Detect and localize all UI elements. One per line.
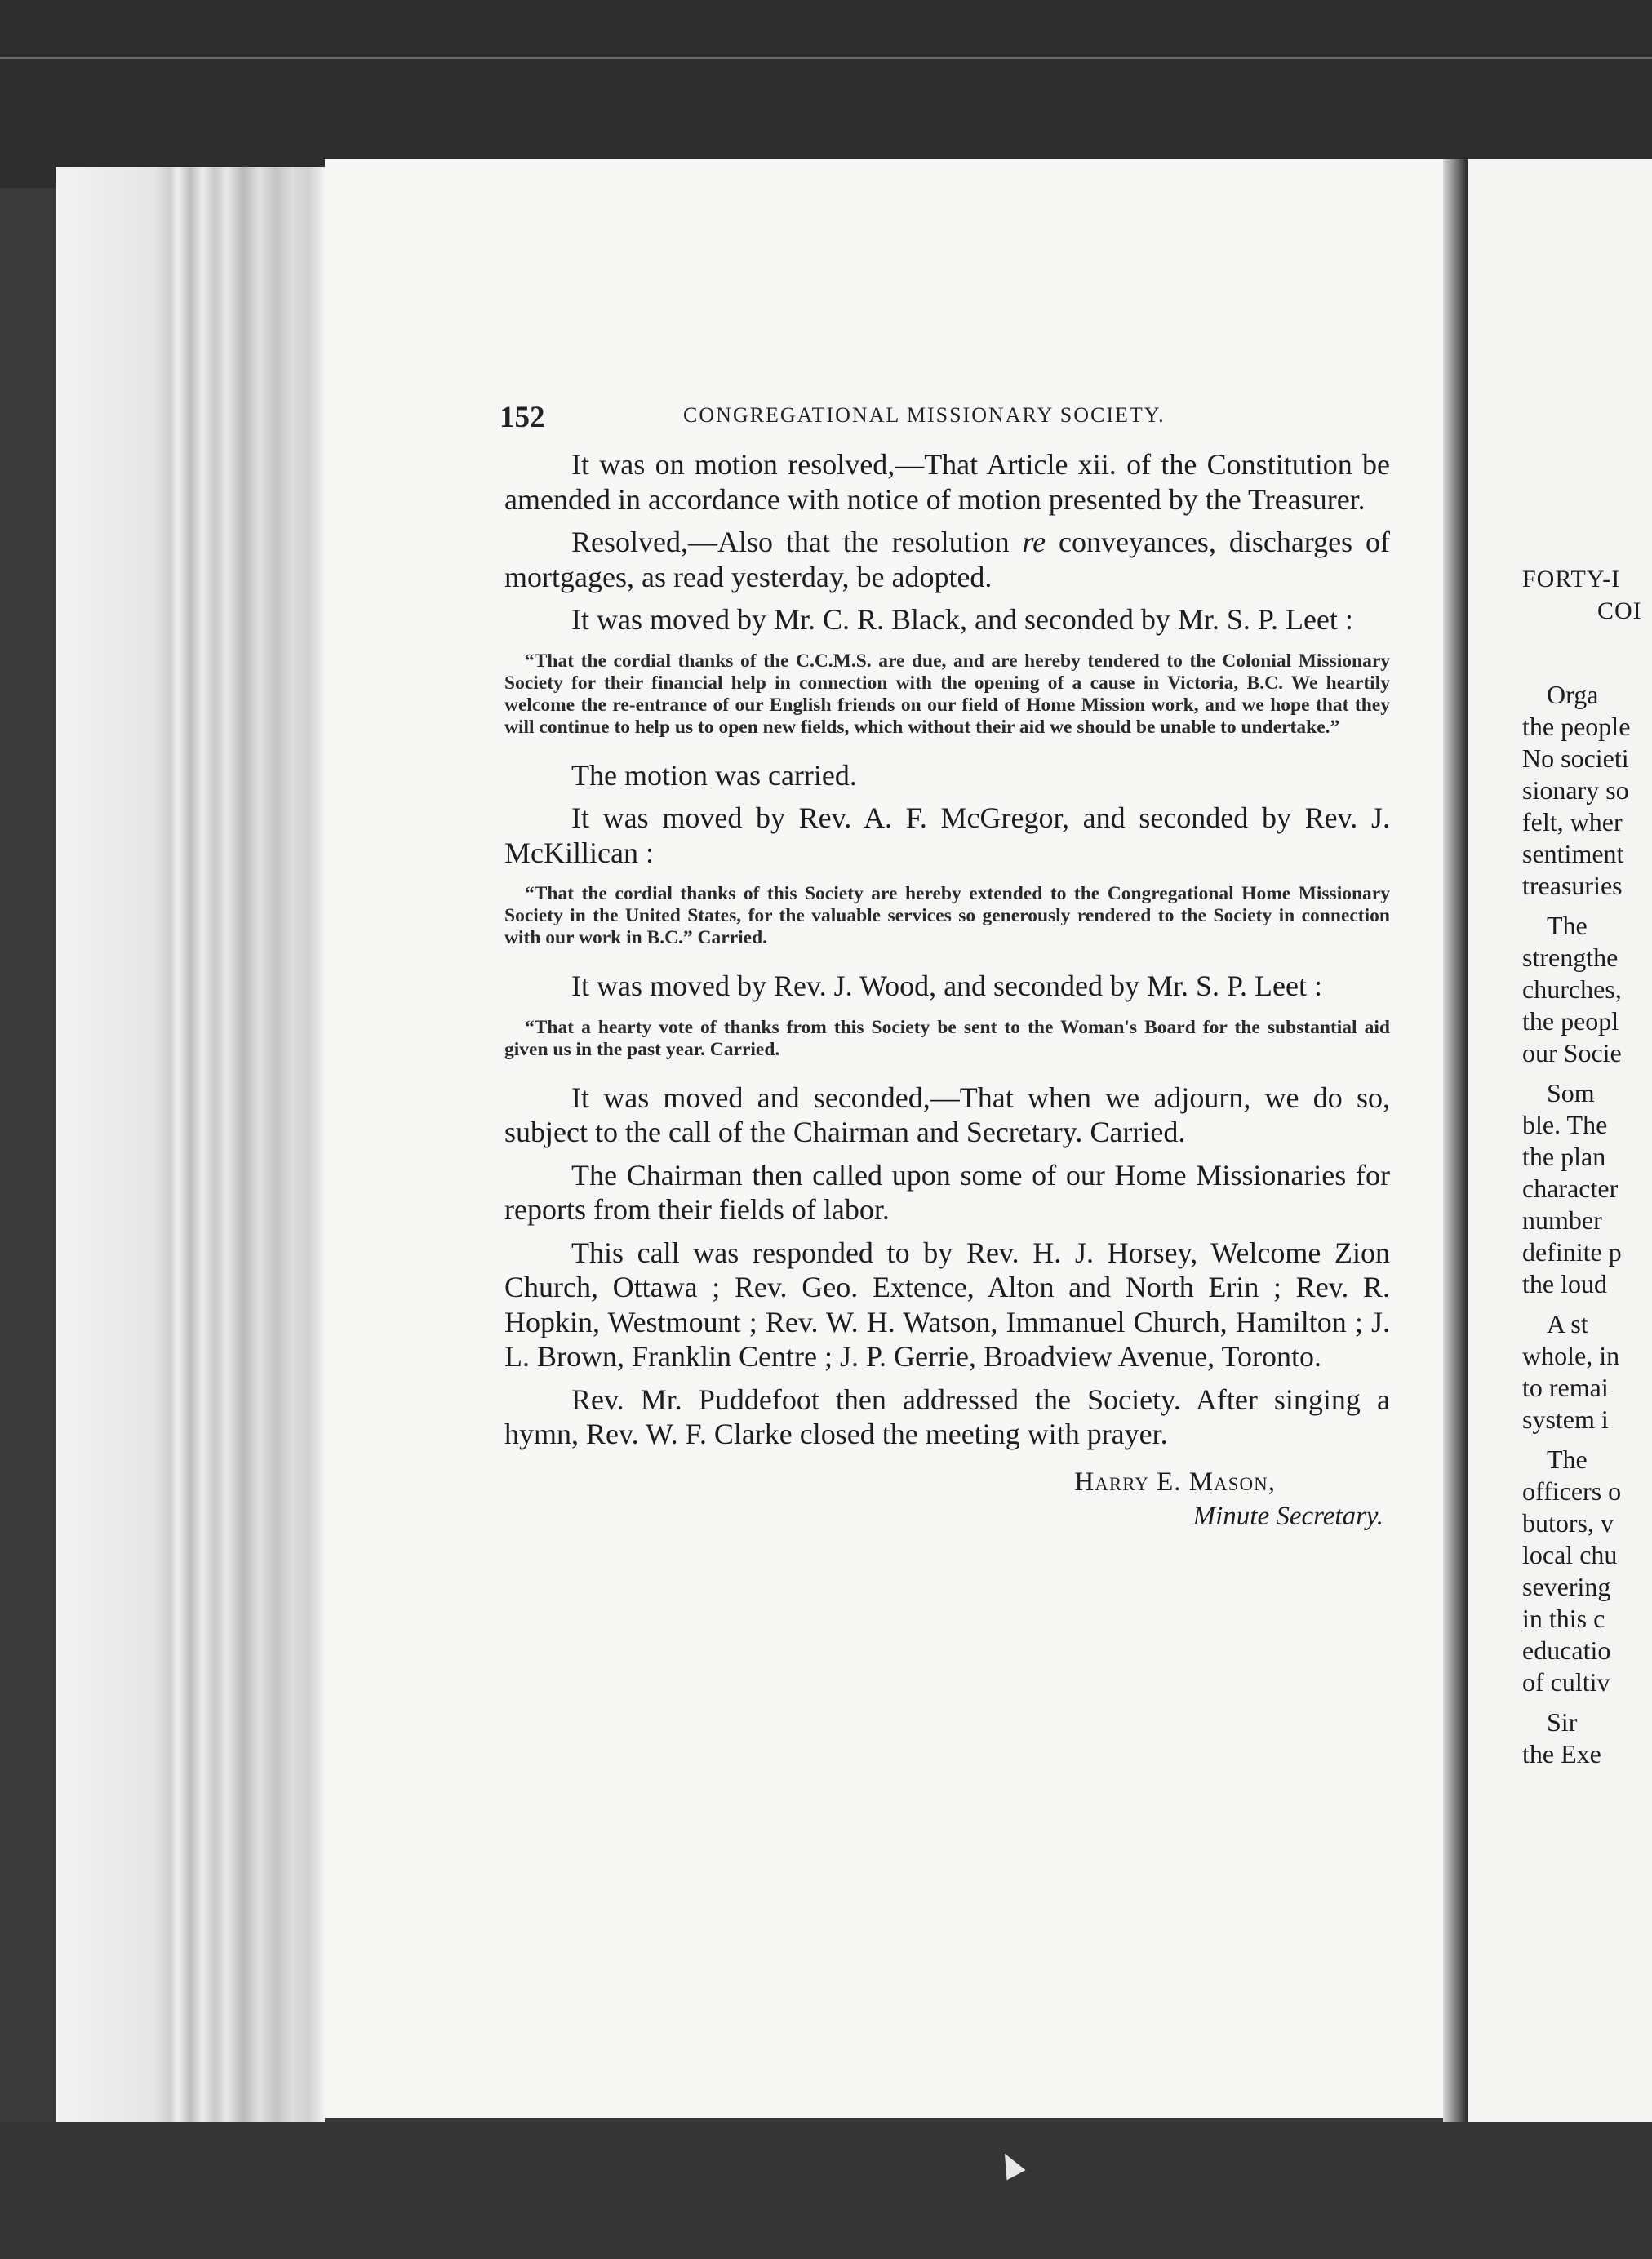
- running-head: [500, 392, 1397, 441]
- paragraph-motion-mcgregor: It was moved by Rev. A. F. McGregor, and seconded by Rev. J. McKillican :: [504, 801, 1390, 869]
- facing-line: Orga: [1547, 680, 1599, 709]
- paragraph-adjourn: It was moved and seconded,—That when we adjourn, we do so, subject to the call of the Chairman and Secretary. Carried.: [504, 1081, 1390, 1148]
- facing-line: the peopl: [1522, 1006, 1619, 1036]
- facing-line: local chu: [1522, 1540, 1618, 1569]
- page-body: [504, 447, 1390, 1533]
- resolved-text-emphasis: re: [1022, 526, 1046, 558]
- paragraph-closing: Rev. Mr. Puddefoot then addressed the Society. After singing a hymn, Rev. W. F. Clarke closed the meeting with prayer.: [504, 1382, 1390, 1450]
- facing-line: Sir: [1547, 1707, 1578, 1737]
- facing-line: our Socie: [1522, 1038, 1622, 1067]
- signature-name: Harry E. Mason,: [1074, 1467, 1276, 1497]
- facing-line: sionary so: [1522, 775, 1629, 805]
- facing-line: The: [1547, 911, 1588, 940]
- resolved-text-b: conveyances, discharges of mortgages, as read yesterday, be adopted.: [504, 526, 1391, 593]
- facing-line: churches,: [1522, 974, 1622, 1004]
- facing-line: severing: [1522, 1572, 1611, 1601]
- facing-line: to remai: [1522, 1373, 1609, 1402]
- facing-line: educatio: [1522, 1635, 1611, 1665]
- paragraph-motion-carried: The motion was carried.: [571, 758, 857, 792]
- facing-line: The: [1547, 1445, 1588, 1474]
- facing-line: character: [1522, 1174, 1619, 1203]
- paragraph-motion-black: It was moved by Mr. C. R. Black, and seconded by Mr. S. P. Leet :: [571, 603, 1353, 636]
- facing-line: strengthe: [1522, 943, 1619, 972]
- page-number: 152: [500, 401, 545, 434]
- quote-colonial-society: “That the cordial thanks of the C.C.M.S. are due, and are hereby tendered to the Colonial Missionary Society for their financial help in connection with the opening of a cause in Victoria, B.C. We heartily welcome the re-entrance of our English friends on our field of Home Mission work, and we hope that they will continue to help us to open new fields, which without their aid we should be unable to undertake.”: [504, 650, 1390, 738]
- facing-heading-line: FORTY-I: [1522, 566, 1621, 592]
- paragraph-article-xii: It was on motion resolved,—That Article xii. of the Constitution be amended in accordance with notice of motion presented by the Treasurer.: [504, 448, 1390, 516]
- facing-line: Som: [1547, 1078, 1595, 1107]
- running-title: CONGREGATIONAL MISSIONARY SOCIETY.: [683, 403, 1166, 427]
- facing-line: definite p: [1522, 1237, 1622, 1267]
- scan-background-bottom: [0, 2122, 1652, 2259]
- paragraph-responses: This call was responded to by Rev. H. J. Horsey, Welcome Zion Church, Ottawa ; Rev. Geo. Extence, Alton and North Erin ; Rev. R. Hopkin, Westmount ; Rev. W. H. Watson, Immanuel Church, Hamilton ; J. L. Brown, Franklin Centre ; J. P. Gerrie, Broadview Avenue, Toronto.: [504, 1236, 1390, 1373]
- facing-line: the people: [1522, 712, 1631, 741]
- book-gutter: [1443, 159, 1468, 2134]
- facing-line: officers o: [1522, 1476, 1622, 1506]
- signature-title: Minute Secretary.: [1192, 1501, 1383, 1531]
- facing-line: number: [1522, 1205, 1602, 1235]
- facing-line: ble. The: [1522, 1110, 1608, 1139]
- facing-line: in this c: [1522, 1604, 1605, 1633]
- facing-line: butors, v: [1522, 1508, 1614, 1538]
- facing-line: treasuries: [1522, 871, 1623, 900]
- scan-edge-line: [0, 57, 1652, 59]
- facing-line: the plan: [1522, 1142, 1606, 1171]
- facing-line: the Exe: [1522, 1739, 1601, 1769]
- facing-line: A st: [1547, 1309, 1588, 1338]
- resolved-text-a: Resolved,—Also that the resolution: [571, 526, 1023, 558]
- facing-line: of cultiv: [1522, 1667, 1610, 1697]
- paragraph-resolved: [504, 525, 1390, 594]
- facing-line: No societi: [1522, 743, 1629, 773]
- facing-line: whole, in: [1522, 1341, 1620, 1370]
- paragraph-chairman: The Chairman then called upon some of our Home Missionaries for reports from their fields of labor.: [504, 1158, 1390, 1226]
- facing-line: the loud: [1522, 1269, 1607, 1298]
- facing-line: felt, wher: [1522, 807, 1623, 837]
- paragraph-motion-wood: It was moved by Rev. J. Wood, and seconded by Mr. S. P. Leet :: [571, 970, 1323, 1002]
- signature-block: [504, 1465, 1390, 1533]
- facing-heading-line: COI: [1597, 597, 1642, 624]
- facing-page-text: [1522, 563, 1652, 1770]
- quote-home-missionary-society: “That the cordial thanks of this Society are hereby extended to the Congregational Home Missionary Society in the United States, for the valuable services so generously rendered to the Society in connection with our work in B.C.” Carried.: [504, 883, 1390, 948]
- book-page-edges: [56, 167, 325, 2126]
- facing-line: sentiment: [1522, 839, 1624, 868]
- facing-line: system i: [1522, 1405, 1609, 1434]
- quote-womans-board: “That a hearty vote of thanks from this Society be sent to the Woman's Board for the substantial aid given us in the past year. Carried.: [504, 1016, 1390, 1060]
